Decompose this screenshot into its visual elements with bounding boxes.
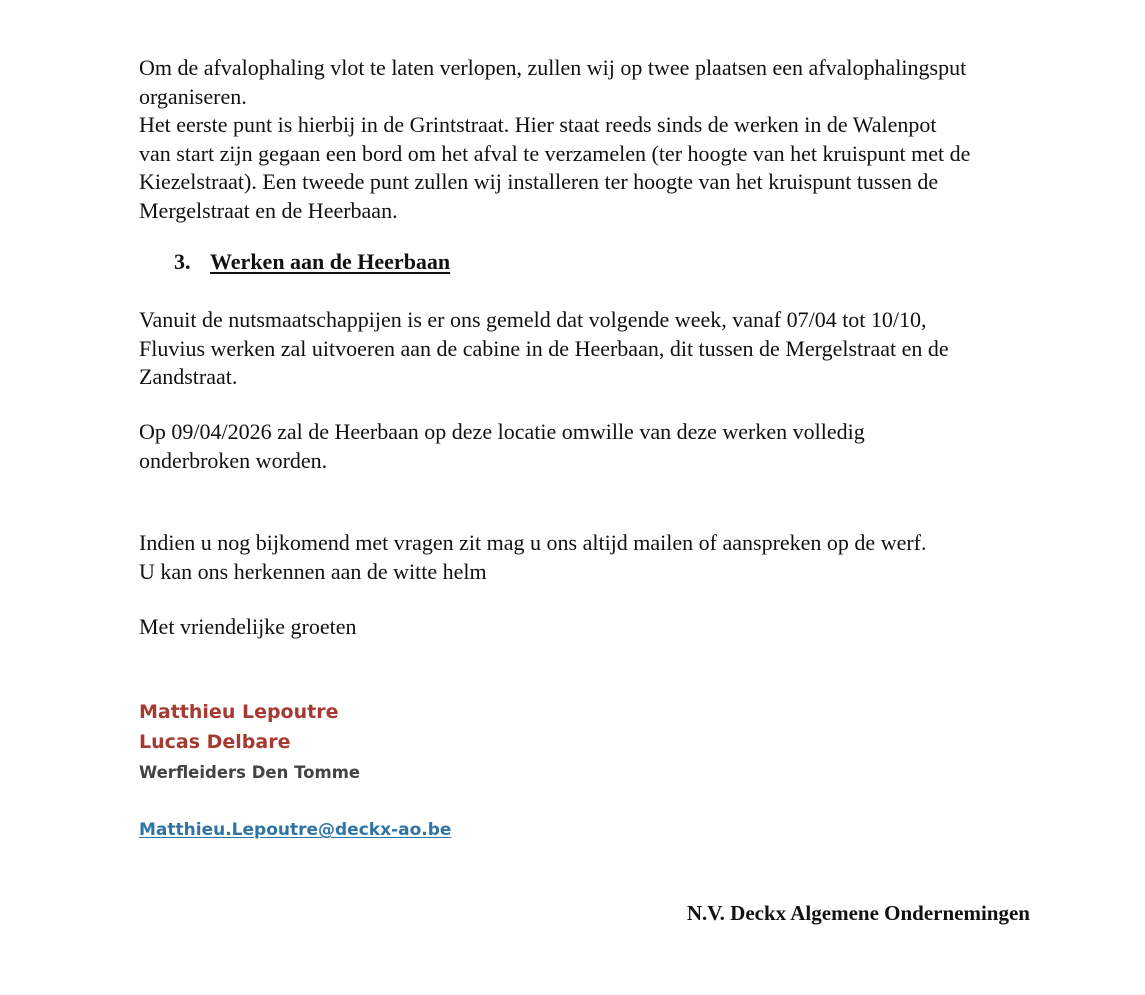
paragraph-onderbreking [139, 418, 1039, 475]
company-name: N.V. Deckx Algemene Ondernemingen [686, 901, 1030, 925]
text-line: Indien u nog bijkomend met vragen zit mag u ons altijd mailen of aanspreken op de werf. [139, 530, 927, 555]
closing-greeting [139, 613, 1039, 642]
text-line: U kan ons herkennen aan de witte helm [139, 558, 487, 584]
signature-name-1: Matthieu Lepoutre [139, 701, 339, 723]
signature-name-2: Lucas Delbare [139, 731, 291, 753]
text-line: van start zijn gegaan een bord om het afval te verzamelen (ter hoogte van het kruispunt met de [139, 140, 971, 166]
closing-text: Met vriendelijke groeten [139, 614, 357, 639]
section-title: Werken aan de Heerbaan [210, 249, 451, 274]
text-line: Vanuit de nutsmaatschappijen is er ons gemeld dat volgende week, vanaf 07/04 tot 10/10, [139, 307, 927, 332]
text-line: Zandstraat. [139, 364, 238, 389]
signature-role: Werfleiders Den Tomme [139, 763, 361, 782]
email-link[interactable]: Matthieu.Lepoutre@deckx-ao.be [139, 820, 452, 840]
text-line: Fluvius werken zal uitvoeren aan de cabine in de Heerbaan, dit tussen de Mergelstraat en de [139, 335, 949, 361]
text-line: Mergelstraat en de Heerbaan. [139, 197, 398, 223]
text-line: Kiezelstraat). Een tweede punt zullen wij installeren ter hoogte van het kruispunt tussen de [139, 169, 939, 194]
section-number: 3. [174, 249, 191, 274]
paragraph-nutsmaatschappijen [139, 306, 1039, 392]
paragraph-afvalophaling [139, 54, 1039, 225]
text-line: onderbroken worden. [139, 447, 328, 473]
text-line: Op 09/04/2026 zal de Heerbaan op deze locatie omwille van deze werken volledig [139, 419, 865, 444]
text-line: Het eerste punt is hierbij in de Grintstraat. Hier staat reeds sinds de werken in de Walenpot [139, 112, 937, 137]
section-heading [174, 248, 450, 276]
text-line: Om de afvalophaling vlot te laten verlopen, zullen wij op twee plaatsen een afvalophalingsput [139, 55, 967, 80]
text-line: organiseren. [139, 83, 247, 109]
paragraph-vragen [139, 529, 1039, 586]
